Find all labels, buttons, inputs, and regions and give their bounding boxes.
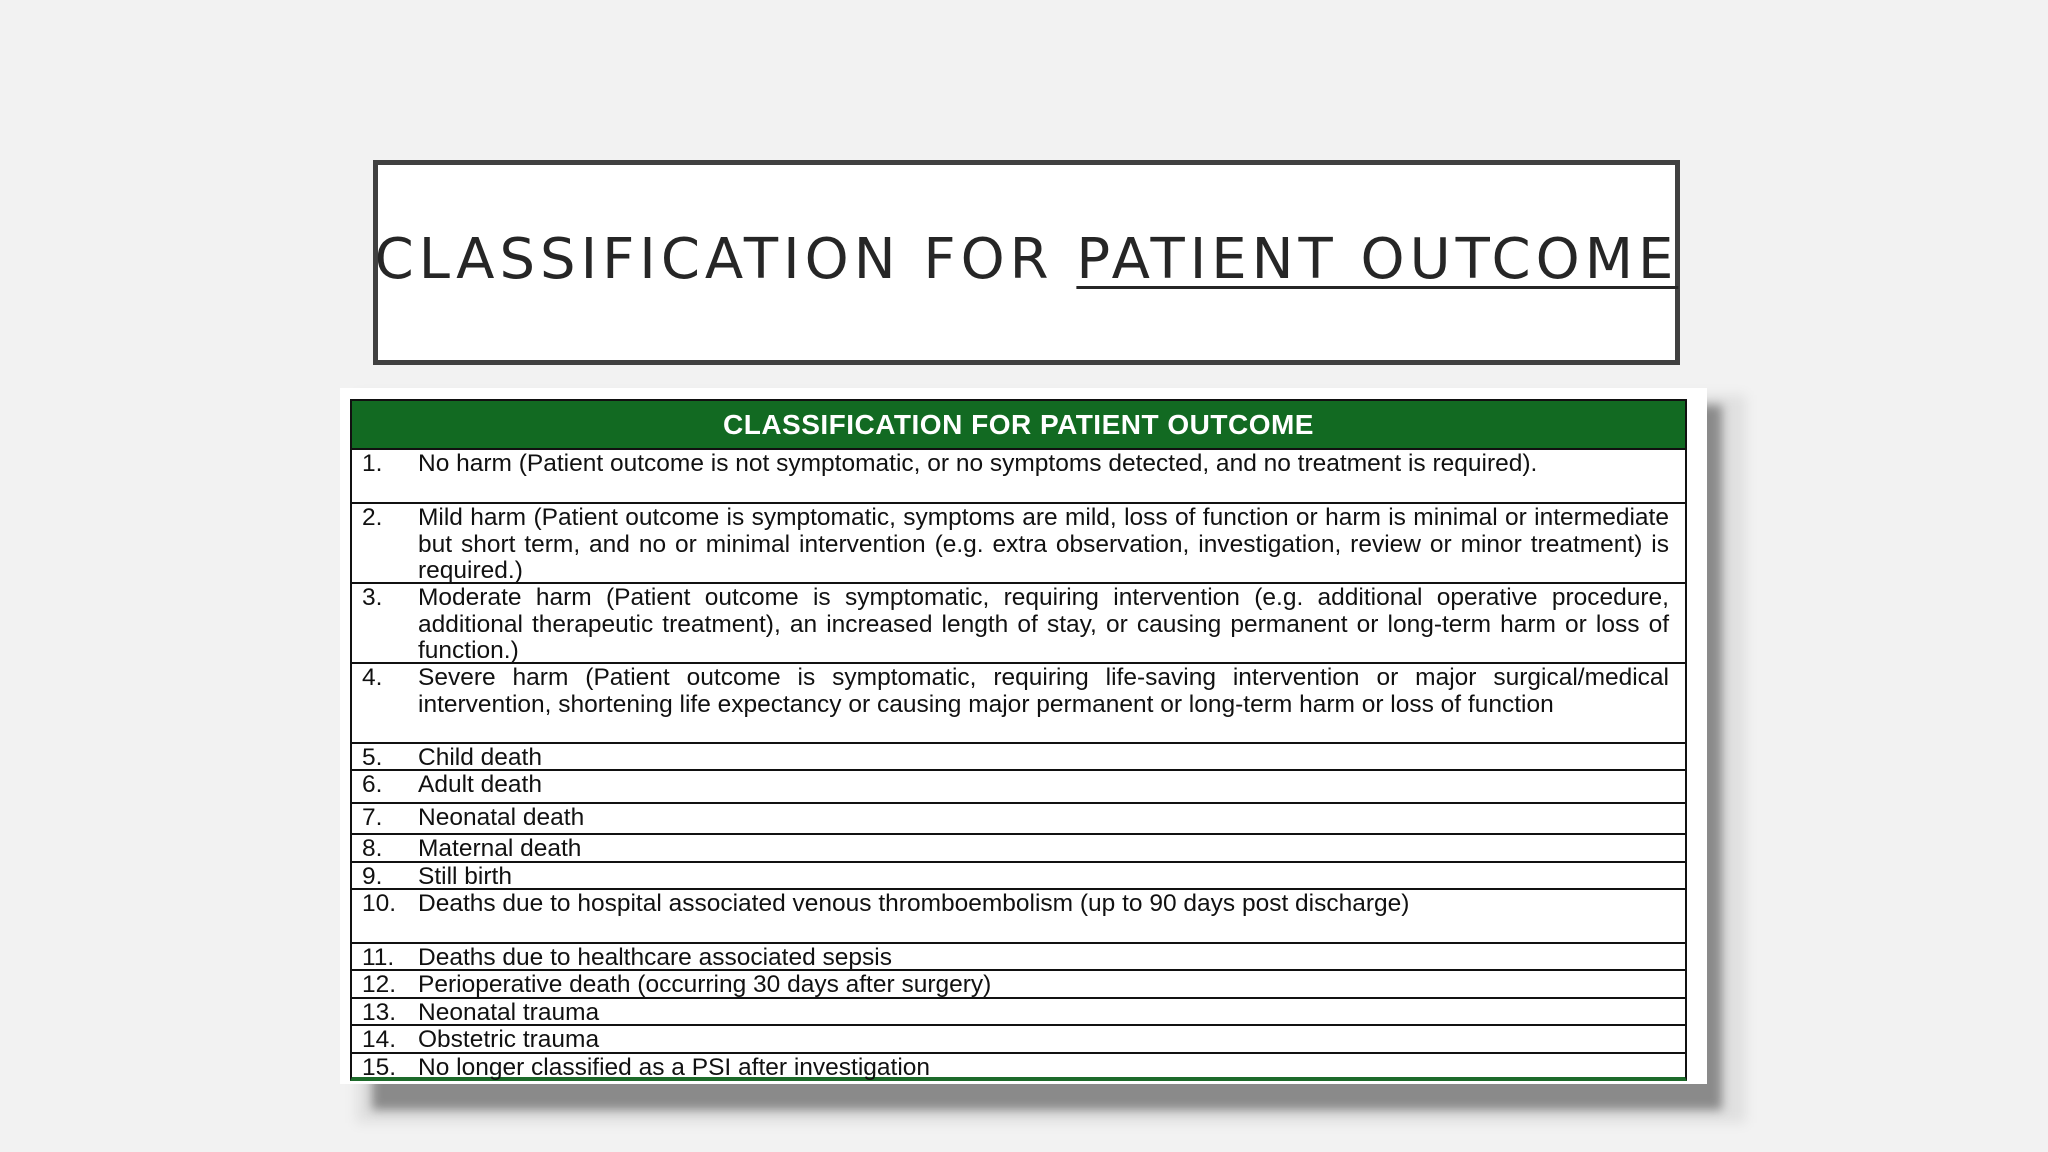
- row-text: Deaths due to healthcare associated sepsis: [418, 944, 892, 971]
- row-number: 11.: [362, 944, 395, 971]
- row-text: Neonatal death: [418, 804, 585, 831]
- row-number: 14.: [362, 1026, 397, 1053]
- table-row: [352, 504, 1685, 584]
- row-text: Maternal death: [418, 835, 582, 862]
- row-number: 15.: [362, 1054, 397, 1081]
- row-number: 8.: [362, 835, 383, 862]
- row-number: 12.: [362, 971, 397, 998]
- table-row: [352, 771, 1685, 804]
- row-text: Severe harm (Patient outcome is symptomatic, requiring life-saving intervention or major surgical/medical intervention, shortening life expectancy or causing major permanent or long-term harm or loss of function: [418, 664, 1669, 718]
- row-text: Perioperative death (occurring 30 days after surgery): [418, 971, 992, 998]
- table-row: [352, 1054, 1685, 1081]
- row-number: 3.: [362, 584, 383, 611]
- row-text: Obstetric trauma: [418, 1026, 600, 1053]
- row-text: Still birth: [418, 863, 512, 890]
- row-number: 10.: [362, 890, 397, 917]
- classification-table: [350, 399, 1687, 1081]
- table-row: [352, 863, 1685, 890]
- row-text: Child death: [418, 744, 542, 771]
- table-header: CLASSIFICATION FOR PATIENT OUTCOME: [352, 401, 1685, 450]
- slide-title: [375, 227, 1679, 292]
- row-text: No longer classified as a PSI after investigation: [418, 1054, 931, 1081]
- table-row: [352, 999, 1685, 1026]
- table-row: [352, 1026, 1685, 1054]
- row-number: 1.: [362, 450, 383, 477]
- row-text: No harm (Patient outcome is not symptomatic, or no symptoms detected, and no treatment is required).: [418, 450, 1538, 477]
- table-row: [352, 664, 1685, 744]
- table-row: [352, 584, 1685, 664]
- row-number: 5.: [362, 744, 383, 771]
- table-row: [352, 835, 1685, 863]
- row-number: 2.: [362, 504, 383, 531]
- classification-table-image: [340, 388, 1707, 1084]
- row-number: 7.: [362, 804, 383, 831]
- table-row: [352, 944, 1685, 971]
- table-row: [352, 450, 1685, 504]
- table-row: [352, 890, 1685, 944]
- slide-title-underlined: PATIENT OUTCOME: [1076, 227, 1679, 292]
- slide-title-prefix: CLASSIFICATION FOR: [374, 227, 1077, 292]
- row-number: 4.: [362, 664, 383, 691]
- row-number: 6.: [362, 771, 383, 798]
- table-row: [352, 971, 1685, 999]
- row-text: Moderate harm (Patient outcome is symptomatic, requiring intervention (e.g. additional operative procedure, additional therapeutic treatment), an increased length of stay, or causing permanent or long-term harm or loss of function.): [418, 584, 1669, 664]
- table-row: [352, 804, 1685, 835]
- row-text: Neonatal trauma: [418, 999, 600, 1026]
- row-number: 9.: [362, 863, 383, 890]
- row-text: Adult death: [418, 771, 542, 798]
- table-row: [352, 744, 1685, 771]
- row-number: 13.: [362, 999, 397, 1026]
- row-text: Mild harm (Patient outcome is symptomatic, symptoms are mild, loss of function or harm is minimal or intermediate but short term, and no or minimal intervention (e.g. extra observation, investigation, review or minor treatment) is required.): [418, 504, 1669, 584]
- row-text: Deaths due to hospital associated venous thromboembolism (up to 90 days post discharge): [418, 890, 1410, 917]
- title-box: [373, 160, 1680, 365]
